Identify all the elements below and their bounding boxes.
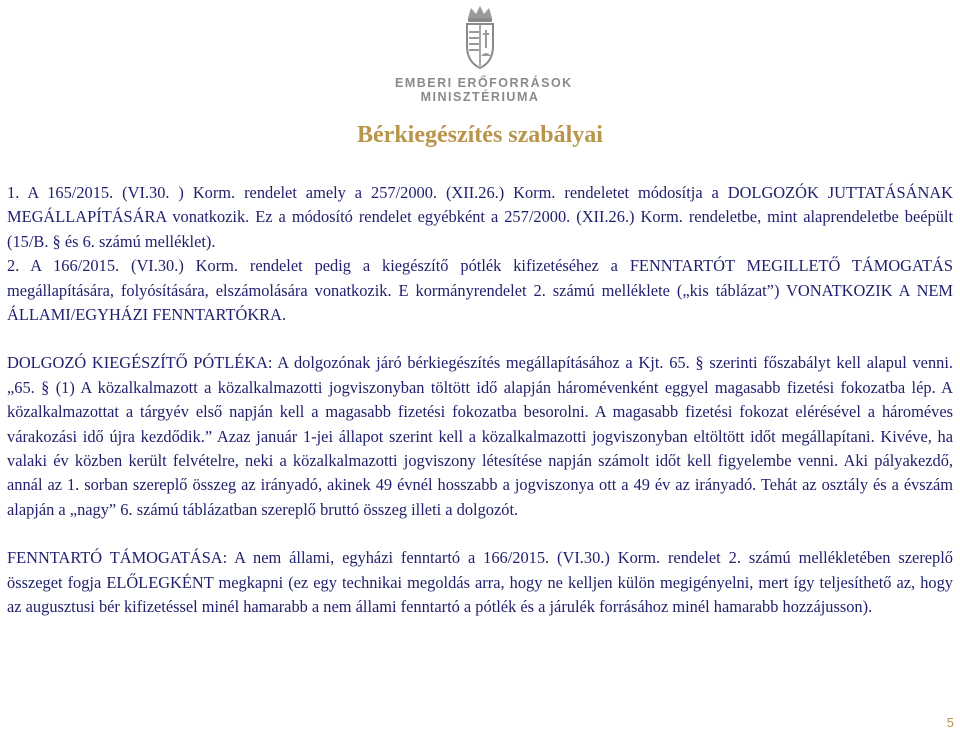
paragraph-1: 1. A 165/2015. (VI.30. ) Korm. rendelet amely a 257/2000. (XII.26.) Korm. rendeletet módosítja a DOLGOZÓK JUTTATÁSÁNAK MEGÁLLAPÍTÁSÁRA vonatkozik. Ez a módosító rendelet egyébként a 257/2000. (XII.26.) Korm. rendeletbe, mint alaprendeletbe beépült (15/B. § és 6. számú melléklet). (7, 183, 953, 251)
logo-text-line-2: MINISZTÉRIUMA (420, 90, 540, 104)
ministry-logo (395, 4, 573, 108)
logo-text-line-1: EMBERI ERŐFORRÁSOK (395, 76, 573, 90)
document-body (7, 181, 953, 620)
page-title: Bérkiegészítés szabályai (357, 122, 603, 148)
paragraph-4: FENNTARTÓ TÁMOGATÁSA: A nem állami, egyházi fenntartó a 166/2015. (VI.30.) Korm. rendelet 2. számú mellékletében szereplő összeget fogja ELŐLEGKÉNT megkapni (ez egy technikai megoldás arra, hogy ne kelljen külön megigényelni, mert így teljesíthető az, hogy az augusztusi bér kifizetéssel minél hamarabb a nem állami fenntartó a pótlék és a járulék forrásához minél hamarabb hozzájusson). (7, 548, 953, 617)
coat-of-arms-icon (460, 4, 500, 70)
page-number: 5 (946, 715, 954, 730)
paragraph-gap (7, 522, 953, 546)
paragraph-3: DOLGOZÓ KIEGÉSZÍTŐ PÓTLÉKA: A dolgozónak járó bérkiegészítés megállapításához a Kjt. 65. § szerinti főszabályt kell alapul venni. „65. § (1) A közalkalmazott a közalkalmazotti jogviszonyban töltött idő alapján háromévenként eggyel magasabb fizetési fokozatba lép. A közalkalmazottat a tárgyév első napján kell a magasabb fizetési fokozatba besorolni. A magasabb fizetési fokozat elérésével a hároméves várakozási idő újra kezdődik.” Azaz január 1-jei állapot szerint kell a közalkalmazotti jogviszonyban eltöltött időt megállapítani. Kivéve, ha valaki év közben került felvételre, neki a közalkalmazotti jogviszony létesítése napján számolt időt kell figyelembe venni. Aki pályakezdő, annál az 1. sorban szereplő összeg az irányadó, akinek 49 évnél hosszabb a jogviszonya ott a 49 év az irányadó. Tehát az osztály és a évszám alapján a „nagy” 6. számú táblázatban szereplő bruttó összeg illeti a dolgozót. (7, 353, 953, 519)
paragraph-gap (7, 327, 953, 351)
paragraph-2: 2. A 166/2015. (VI.30.) Korm. rendelet pedig a kiegészítő pótlék kifizetéséhez a FENNTARTÓT MEGILLETŐ TÁMOGATÁS megállapítására, folyósítására, elszámolására vonatkozik. E kormányrendelet 2. számú melléklete („kis táblázat”) VONATKOZIK A NEM ÁLLAMI/EGYHÁZI FENNTARTÓKRA. (7, 256, 953, 325)
